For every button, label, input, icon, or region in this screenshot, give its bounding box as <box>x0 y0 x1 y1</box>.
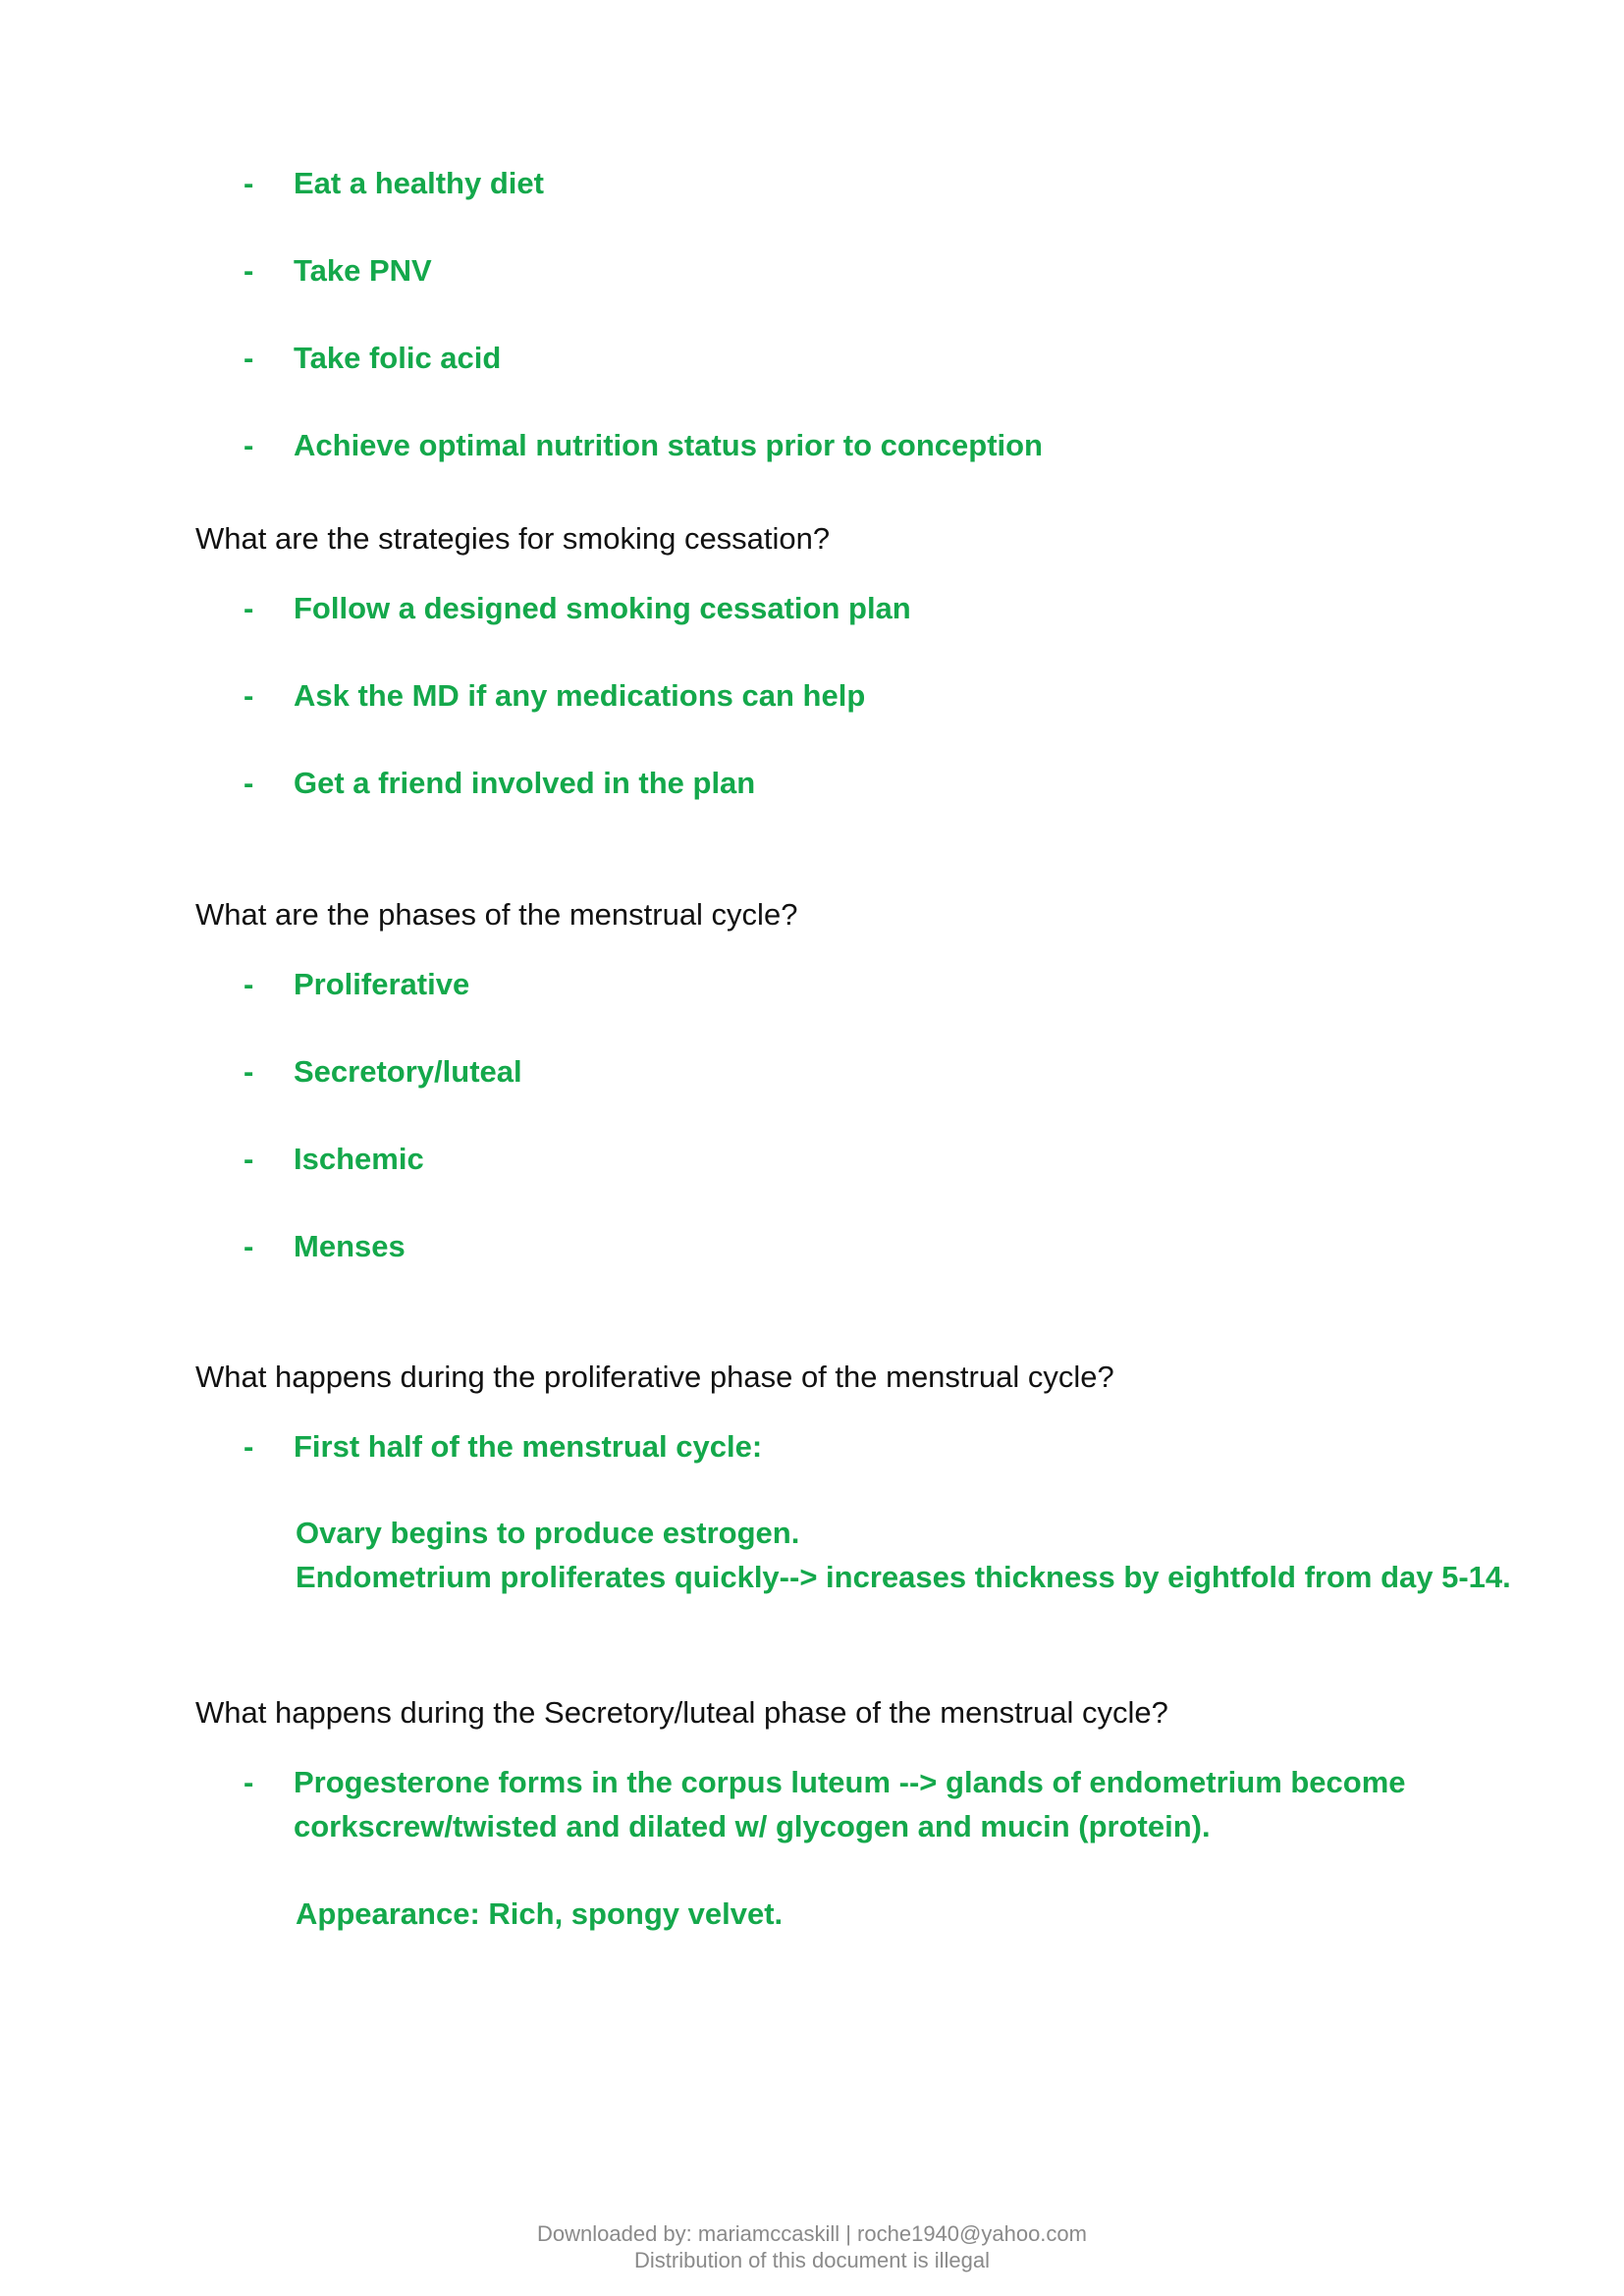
bullet-item <box>0 1225 1624 1268</box>
bullet-dash: - <box>244 428 254 462</box>
bullet-dash: - <box>244 1429 254 1464</box>
bullet-dash: - <box>244 253 254 288</box>
bullet-item <box>0 587 1624 630</box>
bullet-text: Proliferative <box>294 967 470 1001</box>
bullet-text: First half of the menstrual cycle: <box>294 1429 763 1464</box>
bullet-item <box>0 674 1624 718</box>
bullet-dash: - <box>244 766 254 800</box>
question-menstrual-phases: What are the phases of the menstrual cycle? <box>195 897 798 932</box>
detail-line: Ovary begins to produce estrogen. <box>296 1516 800 1550</box>
bullet-text: Follow a designed smoking cessation plan <box>294 591 911 625</box>
bullet-text: Take PNV <box>294 253 432 288</box>
bullet-text: Achieve optimal nutrition status prior to conception <box>294 428 1043 462</box>
bullet-item <box>0 424 1624 467</box>
bullet-dash: - <box>244 1229 254 1263</box>
bullet-dash: - <box>244 166 254 200</box>
bullet-text: Secretory/luteal <box>294 1054 522 1089</box>
bullet-dash: - <box>244 967 254 1001</box>
question-proliferative-phase: What happens during the proliferative phase of the menstrual cycle? <box>195 1360 1114 1394</box>
bullet-dash: - <box>244 678 254 713</box>
question-smoking-cessation: What are the strategies for smoking cessation? <box>195 521 831 556</box>
bullet-item <box>0 1761 1624 1804</box>
bullet-text: Take folic acid <box>294 341 502 375</box>
footer-distribution-notice: Distribution of this document is illegal <box>634 2248 990 2272</box>
bullet-item <box>0 162 1624 205</box>
bullet-dash: - <box>244 1054 254 1089</box>
bullet-item <box>0 762 1624 805</box>
bullet-continuation: corkscrew/twisted and dilated w/ glycogen and mucin (protein). <box>294 1809 1211 1843</box>
bullet-item <box>0 963 1624 1006</box>
bullet-item <box>0 249 1624 293</box>
bullet-dash: - <box>244 1142 254 1176</box>
question-secretory-phase: What happens during the Secretory/luteal phase of the menstrual cycle? <box>195 1695 1168 1730</box>
bullet-item <box>0 1425 1624 1468</box>
bullet-item <box>0 337 1624 380</box>
bullet-dash: - <box>244 341 254 375</box>
bullet-text: Menses <box>294 1229 406 1263</box>
bullet-text: Get a friend involved in the plan <box>294 766 756 800</box>
bullet-item <box>0 1050 1624 1094</box>
bullet-text: Ischemic <box>294 1142 424 1176</box>
bullet-dash: - <box>244 591 254 625</box>
bullet-text: Progesterone forms in the corpus luteum --> glands of endometrium become <box>294 1765 1406 1799</box>
bullet-dash: - <box>244 1765 254 1799</box>
bullet-text: Ask the MD if any medications can help <box>294 678 866 713</box>
appearance-line: Appearance: Rich, spongy velvet. <box>296 1896 784 1931</box>
detail-line: Endometrium proliferates quickly--> increases thickness by eightfold from day 5-14. <box>296 1560 1511 1594</box>
footer-download-info: Downloaded by: mariamccaskill | roche1940@yahoo.com <box>537 2221 1087 2246</box>
bullet-text: Eat a healthy diet <box>294 166 544 200</box>
bullet-item <box>0 1138 1624 1181</box>
